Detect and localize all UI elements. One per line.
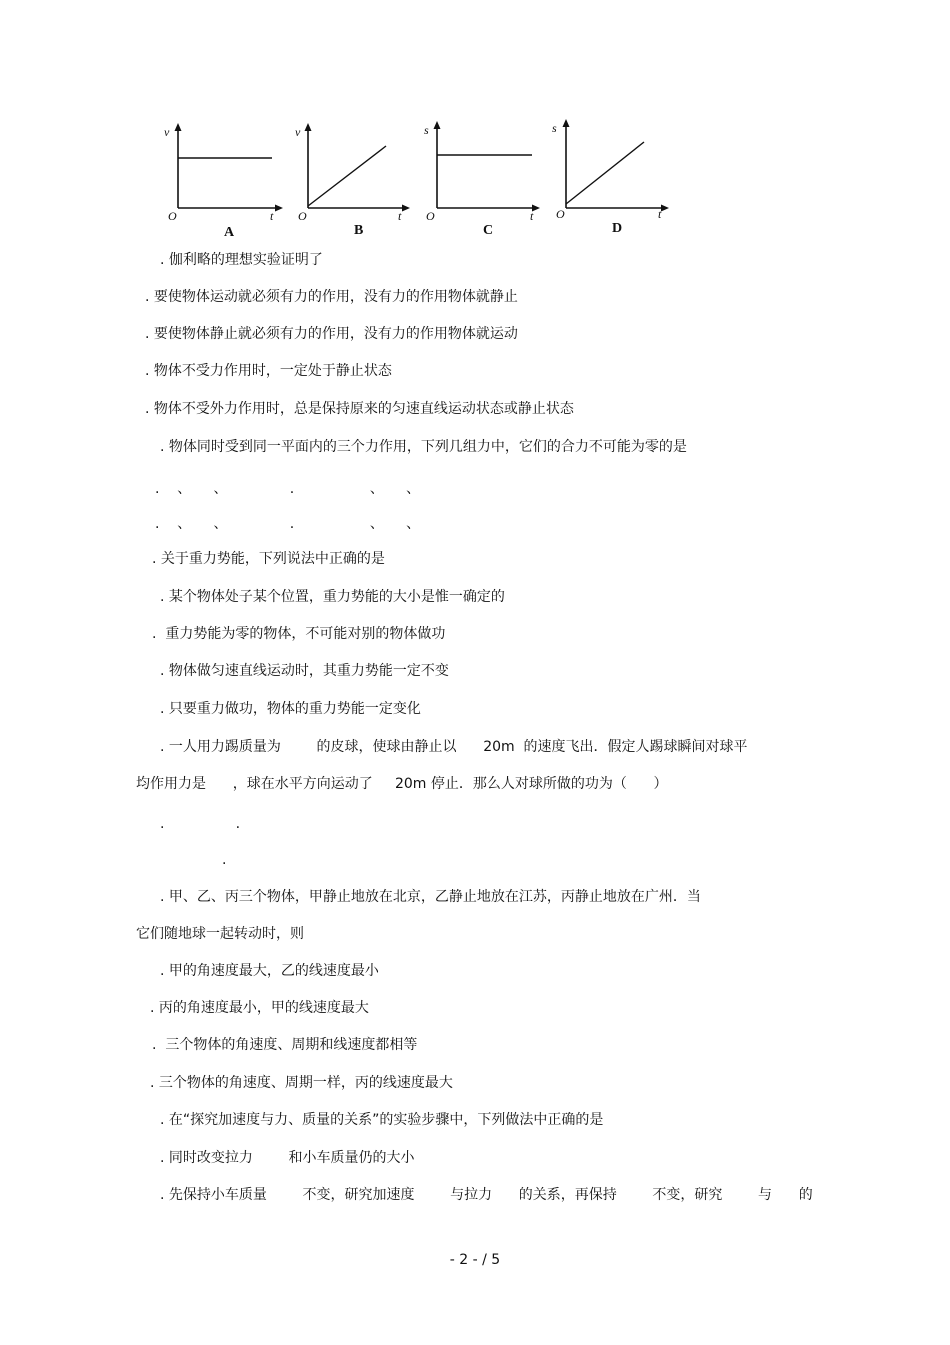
graph-d-origin-label: O bbox=[556, 207, 565, 221]
graph-c-x-axis-label: t bbox=[530, 209, 534, 223]
question-potential-energy-option-2: . 重力势能为零的物体，不可能对别的物体做功 bbox=[152, 626, 446, 642]
question-forces-options-row-2: . 、 、 . 、 、 bbox=[155, 516, 421, 532]
graph-a-label: A bbox=[224, 225, 235, 240]
question-ball-kick-options-row-2: . bbox=[222, 852, 227, 868]
graph-d-label: D bbox=[612, 221, 623, 236]
question-earth-rotation-option-4: . 三个物体的角速度、周期一样，丙的线速度最大 bbox=[150, 1075, 453, 1091]
graph-a-x-axis-label: t bbox=[270, 209, 274, 223]
motion-graphs-figure bbox=[150, 112, 670, 242]
question-potential-energy-option-1: . 某个物体处子某个位置，重力势能的大小是惟一确定的 bbox=[160, 589, 505, 605]
graph-a-y-axis-label: v bbox=[164, 125, 170, 139]
question-acceleration-experiment-option-2: . 先保持小车质量 不变，研究加速度 与拉力 的关系，再保持 不变，研究 与 的 bbox=[160, 1187, 813, 1203]
question-galileo-option-1: . 要使物体运动就必须有力的作用，没有力的作用物体就静止 bbox=[145, 289, 518, 305]
question-earth-rotation-option-1: . 甲的角速度最大，乙的线速度最小 bbox=[160, 963, 379, 979]
graph-b-label: B bbox=[354, 223, 364, 238]
graph-a-origin-label: O bbox=[168, 209, 177, 223]
graph-d-x-axis-label: t bbox=[658, 207, 662, 221]
question-earth-rotation-option-2: . 丙的角速度最小，甲的线速度最大 bbox=[150, 1000, 369, 1016]
graph-c-y-axis-label: s bbox=[424, 123, 429, 137]
page-number-footer: - 2 - / 5 bbox=[449, 1252, 501, 1268]
graph-d-y-axis-label: s bbox=[552, 121, 557, 135]
question-forces-options-row-1: . 、 、 . 、 、 bbox=[155, 481, 421, 497]
question-potential-energy-stem: . 关于重力势能，下列说法中正确的是 bbox=[152, 551, 385, 567]
question-forces-stem: . 物体同时受到同一平面内的三个力作用，下列几组力中，它们的合力不可能为零的是 bbox=[160, 439, 687, 455]
question-ball-kick-stem-line-2: 均作用力是 ，球在水平方向运动了 20m 停止．那么人对球所做的功为（ ） bbox=[136, 776, 668, 792]
motion-graphs bbox=[150, 112, 670, 242]
question-earth-rotation-stem-line-1: . 甲、乙、丙三个物体，甲静止地放在北京，乙静止地放在江苏，丙静止地放在广州．当 bbox=[160, 889, 701, 905]
question-acceleration-experiment-stem: . 在“探究加速度与力、质量的关系”的实验步骤中，下列做法中正确的是 bbox=[160, 1112, 604, 1128]
graph-b-x-axis-label: t bbox=[398, 209, 402, 223]
question-earth-rotation-stem-line-2: 它们随地球一起转动时，则 bbox=[136, 926, 304, 942]
graph-b-y-axis-label: v bbox=[295, 125, 301, 139]
question-galileo-stem: . 伽利略的理想实验证明了 bbox=[160, 252, 323, 268]
graph-c-label: C bbox=[483, 223, 494, 238]
question-galileo-option-2: . 要使物体静止就必须有力的作用，没有力的作用物体就运动 bbox=[145, 326, 518, 342]
graph-c-origin-label: O bbox=[426, 209, 435, 223]
question-potential-energy-option-3: . 物体做匀速直线运动时，其重力势能一定不变 bbox=[160, 663, 449, 679]
graph-b-origin-label: O bbox=[298, 209, 307, 223]
question-ball-kick-options-row-1: . . bbox=[160, 816, 241, 832]
question-galileo-option-3: . 物体不受力作用时，一定处于静止状态 bbox=[145, 363, 392, 379]
question-ball-kick-stem-line-1: . 一人用力踢质量为 的皮球，使球由静止以 20m 的速度飞出．假定人踢球瞬间对球平 bbox=[160, 739, 748, 755]
question-earth-rotation-option-3: . 三个物体的角速度、周期和线速度都相等 bbox=[152, 1037, 418, 1053]
question-galileo-option-4: . 物体不受外力作用时，总是保持原来的匀速直线运动状态或静止状态 bbox=[145, 401, 574, 417]
question-acceleration-experiment-option-1: . 同时改变拉力 和小车质量仍的大小 bbox=[160, 1150, 415, 1166]
question-potential-energy-option-4: . 只要重力做功，物体的重力势能一定变化 bbox=[160, 701, 421, 717]
